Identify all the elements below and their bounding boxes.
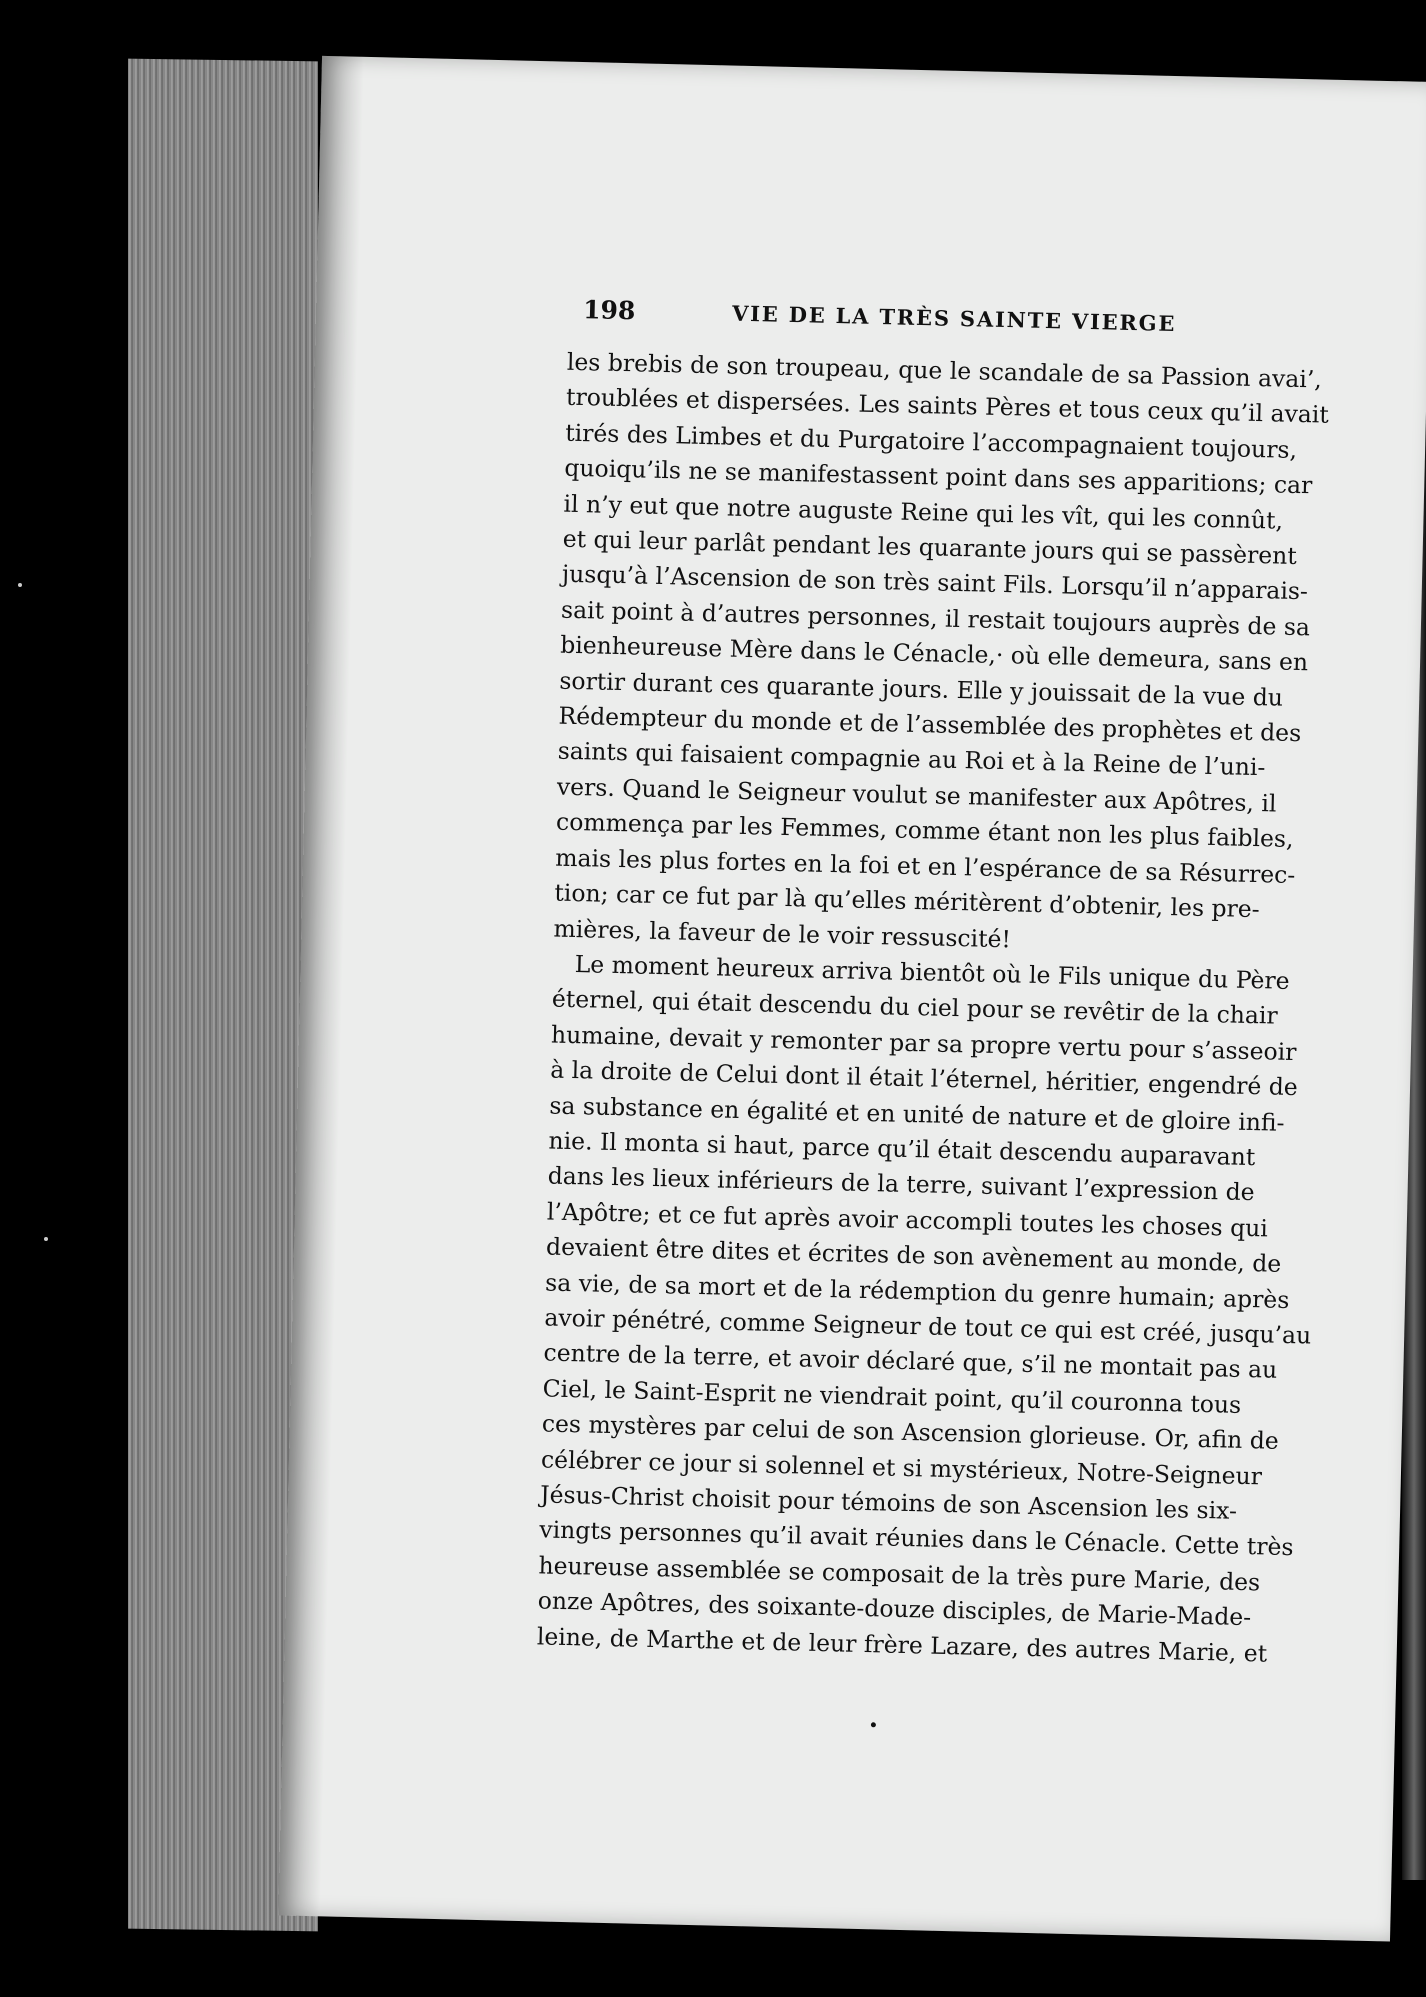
text-line: Jésus-Christ choisit pour témoins de son Ascension les six-	[539, 1480, 1238, 1525]
text-line: troublées et dispersées. Les saints Pères et tous ceux qu’il avait	[565, 383, 1330, 430]
text-line: vingts personnes qu’il avait réunies dans le Cénacle. Cette très	[539, 1515, 1294, 1562]
text-line: et qui leur parlât pendant les quarante jours qui se passèrent	[562, 524, 1298, 570]
page-header	[583, 295, 1189, 349]
text-line: nie. Il monta si haut, parce qu’il était descendu auparavant	[548, 1126, 1256, 1172]
text-line: humaine, devait y remonter par sa propre vertu pour s’asseoir	[550, 1020, 1297, 1066]
text-line: saints qui faisaient compagnie au Roi et à la Reine de l’uni-	[557, 737, 1266, 782]
text-line: mais les plus fortes en la foi et en l’espérance de sa Résurrec-	[554, 843, 1296, 889]
text-line: tirés des Limbes et du Purgatoire l’accompagnaient toujours,	[564, 418, 1298, 464]
text-line: il n’y eut que notre auguste Reine qui les vît, qui les connût,	[563, 489, 1284, 535]
text-line: célébrer ce jour si solennel et si mystérieux, Notre-Seigneur	[540, 1444, 1263, 1490]
paragraph-start-line: Le moment heureux arriva bientôt où le Fils unique du Père	[574, 949, 1290, 995]
text-line: bienheureuse Mère dans le Cénacle,· où elle demeura, sans en	[559, 630, 1309, 677]
text-line: Ciel, le Saint-Esprit ne viendrait point, qu’il couronna tous	[542, 1374, 1242, 1419]
text-line: vers. Quand le Seigneur voulut se manifester aux Apôtres, il	[556, 772, 1277, 818]
text-line: dans les lieux inférieurs de la terre, suivant l’expression de	[547, 1161, 1255, 1207]
text-line: mières, la faveur de le voir ressuscité!	[553, 914, 1012, 953]
book-page	[278, 56, 1426, 1942]
text-line: sortir durant ces quarante jours. Elle y jouissait de la vue du	[559, 666, 1284, 712]
text-line: à la droite de Celui dont il était l’éternel, héritier, engendré de	[549, 1055, 1299, 1102]
text-line: sait point à d’autres personnes, il restait toujours auprès de sa	[560, 595, 1311, 642]
text-line: tion; car ce fut par là qu’elles méritèrent d’obtenir, les pre-	[554, 878, 1261, 924]
text-line: sa vie, de sa mort et de la rédemption du genre humain; après	[544, 1268, 1290, 1314]
text-line: onze Apôtres, des soixante-douze disciples, de Marie-Made-	[537, 1586, 1252, 1632]
text-line: jusqu’à l’Ascension de son très saint Fils. Lorsqu’il n’apparais-	[561, 560, 1309, 606]
text-line: l’Apôtre; et ce fut après avoir accompli toutes les choses qui	[546, 1197, 1269, 1243]
text-line: avoir pénétré, comme Seigneur de tout ce qui est créé, jusqu’au	[544, 1303, 1312, 1350]
text-line: commença par les Femmes, comme étant non les plus faibles,	[555, 807, 1294, 854]
dust-speck	[44, 1237, 48, 1241]
text-line: devaient être dites et écrites de son avènement au monde, de	[545, 1232, 1282, 1278]
body-text	[536, 345, 1330, 1669]
text-line: centre de la terre, et avoir déclaré que, s’il ne montait pas au	[543, 1338, 1278, 1385]
text-line: quoiqu’ils ne se manifestassent point dans ses apparitions; car	[564, 453, 1313, 500]
text-line: ces mystères par celui de son Ascension glorieuse. Or, afin de	[541, 1409, 1280, 1455]
text-line: les brebis de son troupeau, que le scandale de sa Passion avai’,	[566, 347, 1323, 394]
text-line: sa substance en égalité et en unité de nature et de gloire infi-	[549, 1091, 1285, 1137]
text-line: heureuse assemblée se composait de la très pure Marie, des	[538, 1551, 1261, 1597]
text-line: leine, de Marthe et de leur frère Lazare, des autres Marie, et	[536, 1621, 1268, 1668]
dust-speck	[18, 583, 22, 587]
text-line: éternel, qui était descendu du ciel pour se revêtir de la chair	[551, 984, 1279, 1030]
page-number: 198	[582, 295, 636, 326]
text-line: Rédempteur du monde et de l’assemblée des prophètes et des	[558, 701, 1302, 748]
page-mark	[871, 1722, 876, 1727]
running-title: VIE DE LA TRÈS SAINTE VIERGE	[731, 300, 1177, 337]
